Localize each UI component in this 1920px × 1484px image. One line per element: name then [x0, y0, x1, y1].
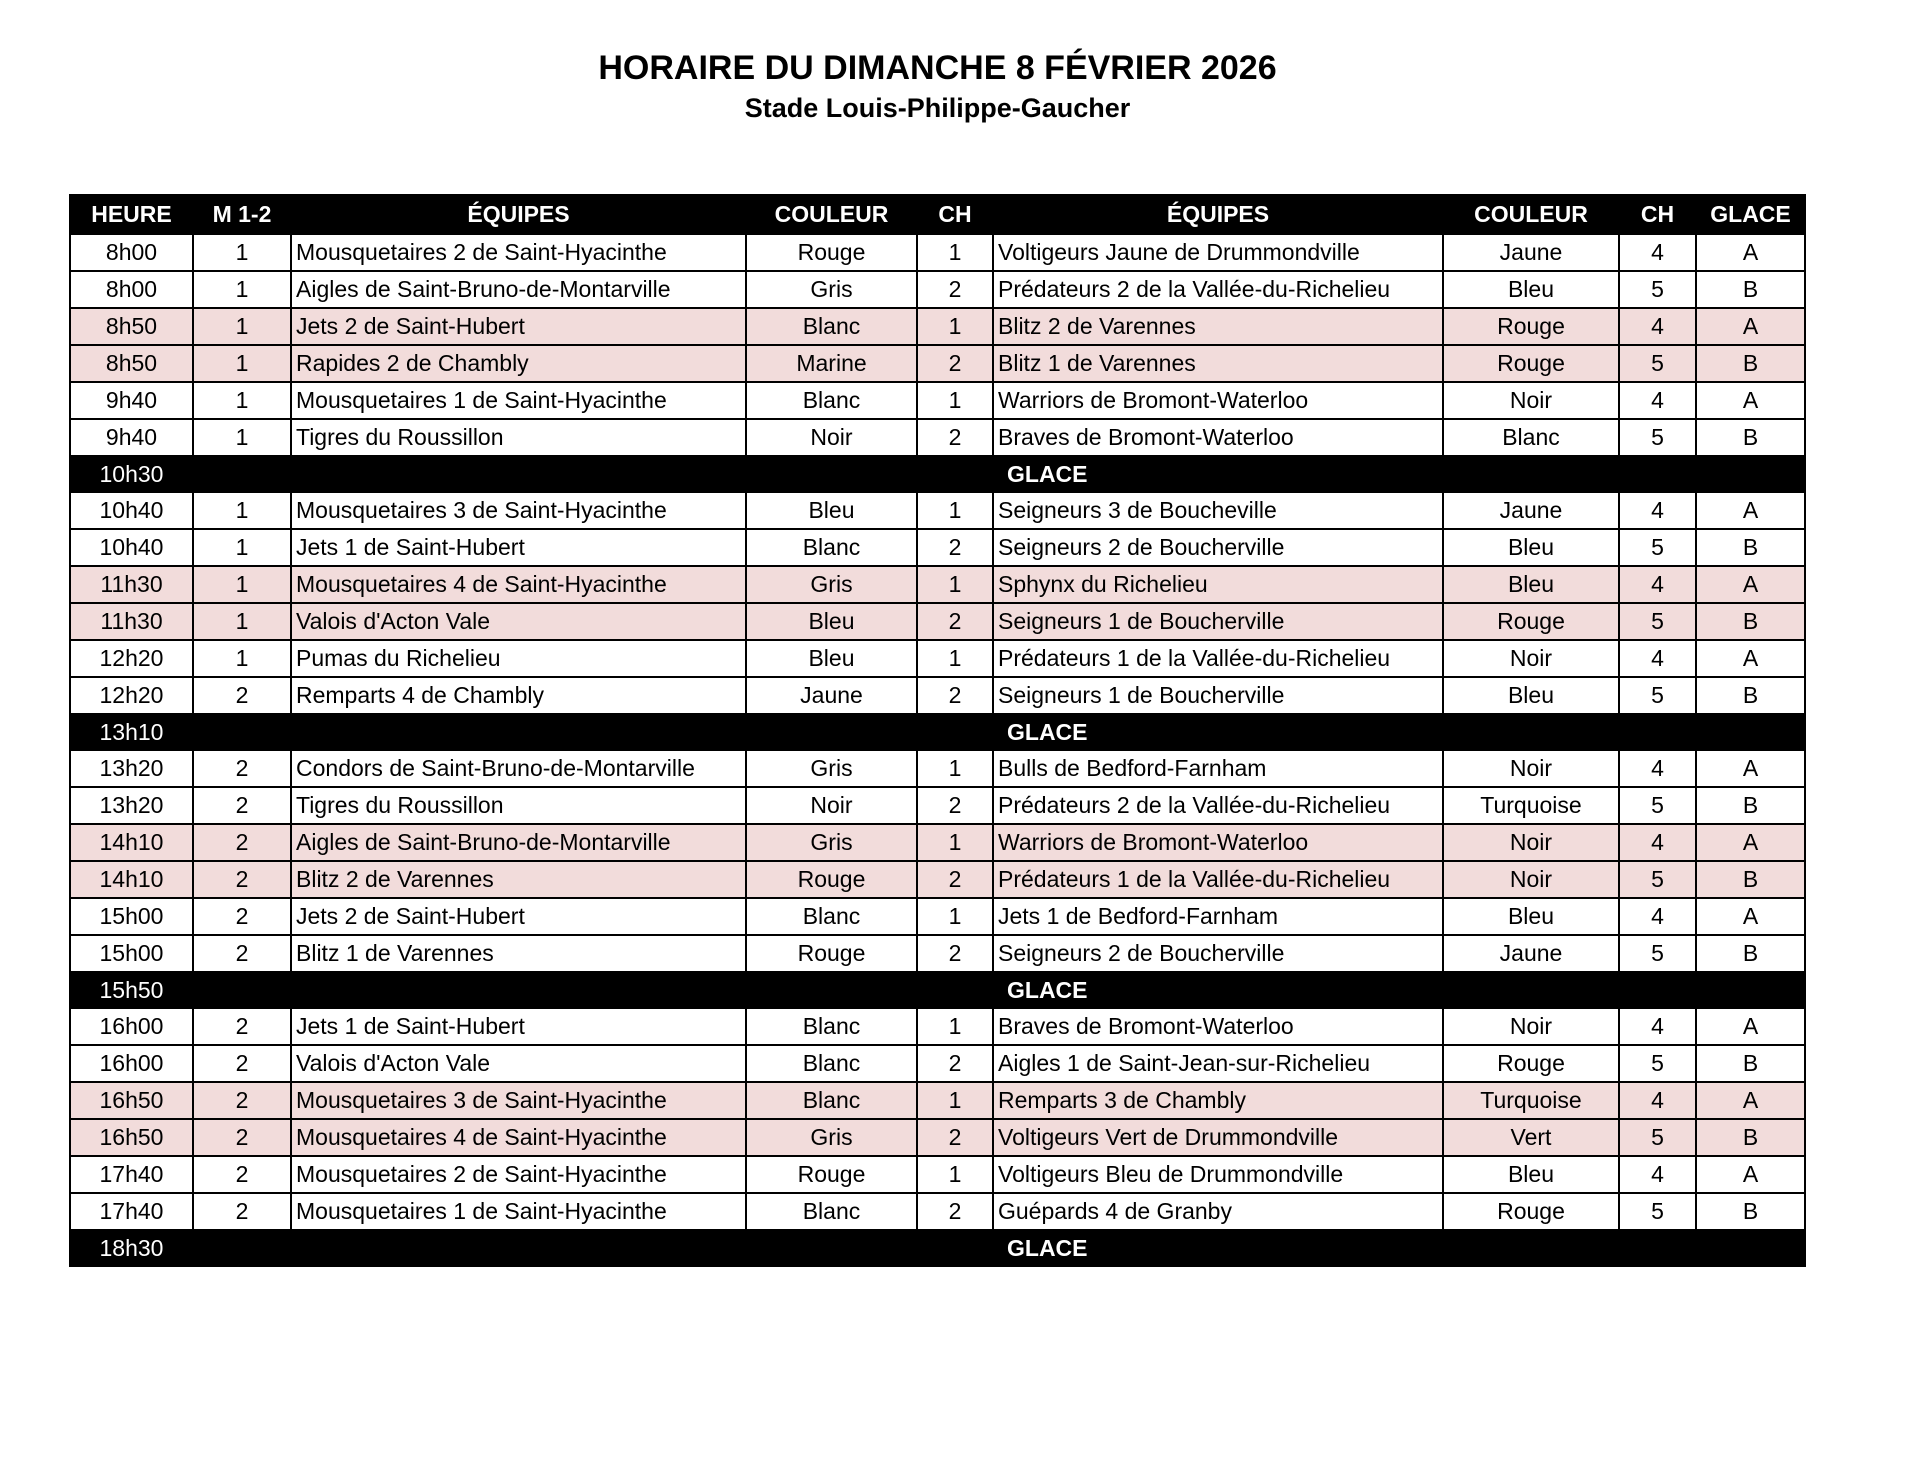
team-2-room: 5	[1619, 271, 1696, 308]
team-1-room: 1	[917, 566, 993, 603]
game-match: 2	[193, 677, 291, 714]
break-spacer	[193, 714, 993, 750]
glace-break-row	[70, 714, 1805, 750]
team-1: Jets 2 de Saint-Hubert	[291, 308, 746, 345]
team-2-color: Turquoise	[1443, 1082, 1619, 1119]
ice-rink: A	[1696, 492, 1805, 529]
game-match: 1	[193, 529, 291, 566]
team-1-color: Bleu	[746, 640, 917, 677]
ice-rink: A	[1696, 1156, 1805, 1193]
team-2: Voltigeurs Vert de Drummondville	[993, 1119, 1443, 1156]
game-time: 8h50	[70, 345, 193, 382]
team-1: Blitz 2 de Varennes	[291, 861, 746, 898]
game-row	[70, 419, 1805, 456]
team-1: Valois d'Acton Vale	[291, 603, 746, 640]
ice-rink: A	[1696, 898, 1805, 935]
ice-rink: B	[1696, 935, 1805, 972]
team-1-color: Blanc	[746, 308, 917, 345]
team-1-color: Marine	[746, 345, 917, 382]
game-row	[70, 935, 1805, 972]
team-1: Tigres du Roussillon	[291, 419, 746, 456]
team-2-color: Rouge	[1443, 1045, 1619, 1082]
team-1-room: 2	[917, 935, 993, 972]
game-time: 13h20	[70, 750, 193, 787]
team-2-color: Bleu	[1443, 1156, 1619, 1193]
game-time: 17h40	[70, 1156, 193, 1193]
column-header-couleur-1: COULEUR	[746, 195, 917, 234]
game-row	[70, 1119, 1805, 1156]
game-row	[70, 308, 1805, 345]
game-match: 1	[193, 345, 291, 382]
glace-break-row	[70, 972, 1805, 1008]
team-1-room: 2	[917, 419, 993, 456]
game-match: 1	[193, 640, 291, 677]
team-1-color: Rouge	[746, 861, 917, 898]
team-2-room: 4	[1619, 492, 1696, 529]
team-2-color: Rouge	[1443, 345, 1619, 382]
team-2: Guépards 4 de Granby	[993, 1193, 1443, 1230]
ice-rink: B	[1696, 529, 1805, 566]
team-2-color: Bleu	[1443, 271, 1619, 308]
team-1: Jets 1 de Saint-Hubert	[291, 529, 746, 566]
game-match: 2	[193, 935, 291, 972]
team-1-color: Blanc	[746, 1193, 917, 1230]
game-time: 14h10	[70, 824, 193, 861]
ice-rink: B	[1696, 1045, 1805, 1082]
team-2-color: Noir	[1443, 1008, 1619, 1045]
team-1: Remparts 4 de Chambly	[291, 677, 746, 714]
game-match: 1	[193, 382, 291, 419]
game-match: 2	[193, 1119, 291, 1156]
team-1-room: 2	[917, 1045, 993, 1082]
team-1: Blitz 1 de Varennes	[291, 935, 746, 972]
ice-rink: B	[1696, 1193, 1805, 1230]
game-time: 12h20	[70, 677, 193, 714]
team-2-room: 5	[1619, 677, 1696, 714]
game-row	[70, 898, 1805, 935]
team-2-color: Jaune	[1443, 234, 1619, 271]
team-1-room: 2	[917, 603, 993, 640]
glace-break-row	[70, 456, 1805, 492]
break-label: GLACE	[993, 714, 1805, 750]
game-row	[70, 345, 1805, 382]
team-2-room: 5	[1619, 935, 1696, 972]
team-1-room: 1	[917, 234, 993, 271]
ice-rink: B	[1696, 345, 1805, 382]
team-1: Mousquetaires 3 de Saint-Hyacinthe	[291, 492, 746, 529]
game-row	[70, 603, 1805, 640]
team-1-color: Rouge	[746, 234, 917, 271]
game-match: 1	[193, 566, 291, 603]
game-row	[70, 861, 1805, 898]
team-1: Mousquetaires 3 de Saint-Hyacinthe	[291, 1082, 746, 1119]
team-1: Rapides 2 de Chambly	[291, 345, 746, 382]
team-2-room: 4	[1619, 640, 1696, 677]
team-1-room: 2	[917, 787, 993, 824]
schedule-table	[69, 194, 1806, 1267]
team-1: Mousquetaires 4 de Saint-Hyacinthe	[291, 566, 746, 603]
team-2: Seigneurs 2 de Boucherville	[993, 529, 1443, 566]
game-time: 16h00	[70, 1008, 193, 1045]
team-2-room: 4	[1619, 1082, 1696, 1119]
team-2: Jets 1 de Bedford-Farnham	[993, 898, 1443, 935]
column-header-couleur-2: COULEUR	[1443, 195, 1619, 234]
game-match: 2	[193, 898, 291, 935]
team-2-color: Noir	[1443, 640, 1619, 677]
team-2-color: Jaune	[1443, 935, 1619, 972]
team-2: Warriors de Bromont-Waterloo	[993, 824, 1443, 861]
game-match: 2	[193, 1082, 291, 1119]
game-match: 2	[193, 824, 291, 861]
column-header-heure: HEURE	[70, 195, 193, 234]
game-row	[70, 382, 1805, 419]
team-2: Prédateurs 1 de la Vallée-du-Richelieu	[993, 640, 1443, 677]
team-1-room: 1	[917, 382, 993, 419]
team-2-room: 4	[1619, 1156, 1696, 1193]
team-2-room: 4	[1619, 234, 1696, 271]
team-2-room: 5	[1619, 603, 1696, 640]
page-subtitle: Stade Louis-Philippe-Gaucher	[744, 93, 1131, 123]
team-2: Prédateurs 1 de la Vallée-du-Richelieu	[993, 861, 1443, 898]
break-label: GLACE	[993, 456, 1805, 492]
game-row	[70, 492, 1805, 529]
glace-break-row	[70, 1230, 1805, 1266]
team-2-color: Bleu	[1443, 566, 1619, 603]
game-row	[70, 271, 1805, 308]
team-1-color: Gris	[746, 750, 917, 787]
game-row	[70, 824, 1805, 861]
team-2: Voltigeurs Bleu de Drummondville	[993, 1156, 1443, 1193]
team-2-room: 5	[1619, 861, 1696, 898]
team-1-color: Jaune	[746, 677, 917, 714]
game-row	[70, 1193, 1805, 1230]
team-1: Aigles de Saint-Bruno-de-Montarville	[291, 824, 746, 861]
team-1: Aigles de Saint-Bruno-de-Montarville	[291, 271, 746, 308]
game-match: 1	[193, 419, 291, 456]
game-time: 13h20	[70, 787, 193, 824]
team-2-room: 5	[1619, 529, 1696, 566]
team-2: Prédateurs 2 de la Vallée-du-Richelieu	[993, 271, 1443, 308]
team-1-room: 1	[917, 898, 993, 935]
team-1-color: Gris	[746, 271, 917, 308]
game-time: 17h40	[70, 1193, 193, 1230]
team-2-room: 5	[1619, 419, 1696, 456]
team-1-room: 1	[917, 1082, 993, 1119]
game-row	[70, 787, 1805, 824]
team-1: Valois d'Acton Vale	[291, 1045, 746, 1082]
game-match: 1	[193, 271, 291, 308]
game-row	[70, 750, 1805, 787]
team-1-room: 1	[917, 1008, 993, 1045]
team-2: Seigneurs 2 de Boucherville	[993, 935, 1443, 972]
game-row	[70, 566, 1805, 603]
team-1-room: 1	[917, 308, 993, 345]
team-2-color: Bleu	[1443, 677, 1619, 714]
team-1: Mousquetaires 4 de Saint-Hyacinthe	[291, 1119, 746, 1156]
game-time: 10h40	[70, 492, 193, 529]
column-header-match: M 1-2	[193, 195, 291, 234]
game-row	[70, 1008, 1805, 1045]
team-2: Blitz 2 de Varennes	[993, 308, 1443, 345]
team-2: Bulls de Bedford-Farnham	[993, 750, 1443, 787]
team-1-room: 2	[917, 677, 993, 714]
team-2: Remparts 3 de Chambly	[993, 1082, 1443, 1119]
ice-rink: B	[1696, 677, 1805, 714]
game-time: 16h00	[70, 1045, 193, 1082]
team-2: Voltigeurs Jaune de Drummondville	[993, 234, 1443, 271]
team-2: Seigneurs 1 de Boucherville	[993, 603, 1443, 640]
game-time: 9h40	[70, 382, 193, 419]
team-2: Seigneurs 3 de Boucheville	[993, 492, 1443, 529]
ice-rink: B	[1696, 271, 1805, 308]
ice-rink: A	[1696, 382, 1805, 419]
column-header-equipes-2: ÉQUIPES	[993, 195, 1443, 234]
ice-rink: B	[1696, 419, 1805, 456]
team-2-room: 4	[1619, 750, 1696, 787]
column-header-equipes-1: ÉQUIPES	[291, 195, 746, 234]
team-2-color: Blanc	[1443, 419, 1619, 456]
break-time: 10h30	[70, 456, 193, 492]
game-match: 1	[193, 492, 291, 529]
game-time: 11h30	[70, 603, 193, 640]
team-1-color: Gris	[746, 1119, 917, 1156]
team-2: Blitz 1 de Varennes	[993, 345, 1443, 382]
team-2-color: Turquoise	[1443, 787, 1619, 824]
game-row	[70, 234, 1805, 271]
break-time: 15h50	[70, 972, 193, 1008]
game-match: 2	[193, 787, 291, 824]
game-row	[70, 640, 1805, 677]
team-1-color: Blanc	[746, 1008, 917, 1045]
break-spacer	[193, 1230, 993, 1266]
team-1-room: 1	[917, 750, 993, 787]
team-1-color: Gris	[746, 566, 917, 603]
game-match: 2	[193, 750, 291, 787]
game-match: 2	[193, 1008, 291, 1045]
game-time: 11h30	[70, 566, 193, 603]
ice-rink: A	[1696, 308, 1805, 345]
game-time: 8h50	[70, 308, 193, 345]
team-1-color: Blanc	[746, 382, 917, 419]
team-1-color: Noir	[746, 419, 917, 456]
team-1-color: Rouge	[746, 1156, 917, 1193]
team-2-room: 5	[1619, 1119, 1696, 1156]
team-1: Mousquetaires 2 de Saint-Hyacinthe	[291, 234, 746, 271]
team-2-room: 4	[1619, 308, 1696, 345]
team-2: Seigneurs 1 de Boucherville	[993, 677, 1443, 714]
team-2-color: Rouge	[1443, 1193, 1619, 1230]
team-1-color: Rouge	[746, 935, 917, 972]
team-1-color: Blanc	[746, 529, 917, 566]
game-match: 1	[193, 603, 291, 640]
game-time: 12h20	[70, 640, 193, 677]
team-2: Braves de Bromont-Waterloo	[993, 419, 1443, 456]
game-row	[70, 529, 1805, 566]
game-row	[70, 677, 1805, 714]
column-header-ch-2: CH	[1619, 195, 1696, 234]
column-header-ch-1: CH	[917, 195, 993, 234]
team-1-room: 2	[917, 861, 993, 898]
team-1-room: 1	[917, 824, 993, 861]
team-2-color: Rouge	[1443, 603, 1619, 640]
break-label: GLACE	[993, 972, 1805, 1008]
game-time: 10h40	[70, 529, 193, 566]
team-1: Mousquetaires 1 de Saint-Hyacinthe	[291, 382, 746, 419]
game-time: 8h00	[70, 234, 193, 271]
team-2-room: 5	[1619, 345, 1696, 382]
game-time: 14h10	[70, 861, 193, 898]
team-2-color: Noir	[1443, 861, 1619, 898]
game-time: 8h00	[70, 271, 193, 308]
ice-rink: A	[1696, 234, 1805, 271]
ice-rink: A	[1696, 566, 1805, 603]
team-1-color: Blanc	[746, 1045, 917, 1082]
team-1-room: 2	[917, 271, 993, 308]
team-1: Mousquetaires 2 de Saint-Hyacinthe	[291, 1156, 746, 1193]
team-2: Sphynx du Richelieu	[993, 566, 1443, 603]
team-2: Prédateurs 2 de la Vallée-du-Richelieu	[993, 787, 1443, 824]
ice-rink: A	[1696, 824, 1805, 861]
game-match: 1	[193, 234, 291, 271]
team-2-color: Noir	[1443, 750, 1619, 787]
break-spacer	[193, 456, 993, 492]
game-time: 15h00	[70, 898, 193, 935]
game-match: 2	[193, 1156, 291, 1193]
ice-rink: B	[1696, 603, 1805, 640]
team-1-room: 1	[917, 492, 993, 529]
team-2-room: 4	[1619, 382, 1696, 419]
team-2-color: Bleu	[1443, 529, 1619, 566]
team-2-room: 4	[1619, 898, 1696, 935]
team-2-room: 5	[1619, 1193, 1696, 1230]
team-2-room: 5	[1619, 1045, 1696, 1082]
ice-rink: A	[1696, 1082, 1805, 1119]
ice-rink: B	[1696, 1119, 1805, 1156]
team-2-color: Noir	[1443, 382, 1619, 419]
team-1-room: 2	[917, 1193, 993, 1230]
game-match: 2	[193, 861, 291, 898]
team-2-color: Bleu	[1443, 898, 1619, 935]
page-title: HORAIRE DU DIMANCHE 8 FÉVRIER 2026	[598, 49, 1277, 87]
team-1-color: Noir	[746, 787, 917, 824]
game-match: 2	[193, 1045, 291, 1082]
break-time: 13h10	[70, 714, 193, 750]
team-2: Aigles 1 de Saint-Jean-sur-Richelieu	[993, 1045, 1443, 1082]
game-time: 16h50	[70, 1082, 193, 1119]
team-1-color: Blanc	[746, 1082, 917, 1119]
break-time: 18h30	[70, 1230, 193, 1266]
game-match: 1	[193, 308, 291, 345]
team-1-color: Bleu	[746, 603, 917, 640]
team-1: Condors de Saint-Bruno-de-Montarville	[291, 750, 746, 787]
team-2-room: 4	[1619, 824, 1696, 861]
team-1-color: Blanc	[746, 898, 917, 935]
team-1-color: Gris	[746, 824, 917, 861]
team-1: Jets 2 de Saint-Hubert	[291, 898, 746, 935]
team-1-room: 2	[917, 345, 993, 382]
ice-rink: B	[1696, 787, 1805, 824]
team-2-color: Rouge	[1443, 308, 1619, 345]
team-1: Tigres du Roussillon	[291, 787, 746, 824]
team-1-room: 1	[917, 640, 993, 677]
team-1-room: 2	[917, 1119, 993, 1156]
ice-rink: A	[1696, 640, 1805, 677]
table-header-row	[70, 195, 1805, 234]
break-spacer	[193, 972, 993, 1008]
game-time: 16h50	[70, 1119, 193, 1156]
team-1: Jets 1 de Saint-Hubert	[291, 1008, 746, 1045]
team-1-room: 2	[917, 529, 993, 566]
team-1: Mousquetaires 1 de Saint-Hyacinthe	[291, 1193, 746, 1230]
team-2-color: Vert	[1443, 1119, 1619, 1156]
team-1: Pumas du Richelieu	[291, 640, 746, 677]
game-match: 2	[193, 1193, 291, 1230]
team-2-room: 5	[1619, 787, 1696, 824]
game-row	[70, 1082, 1805, 1119]
ice-rink: A	[1696, 750, 1805, 787]
column-header-glace: GLACE	[1696, 195, 1805, 234]
schedule-body	[70, 234, 1805, 1266]
team-2-color: Jaune	[1443, 492, 1619, 529]
ice-rink: A	[1696, 1008, 1805, 1045]
ice-rink: B	[1696, 861, 1805, 898]
team-2: Braves de Bromont-Waterloo	[993, 1008, 1443, 1045]
team-2-room: 4	[1619, 1008, 1696, 1045]
game-row	[70, 1045, 1805, 1082]
team-1-color: Bleu	[746, 492, 917, 529]
game-time: 9h40	[70, 419, 193, 456]
team-2-room: 4	[1619, 566, 1696, 603]
break-label: GLACE	[993, 1230, 1805, 1266]
game-row	[70, 1156, 1805, 1193]
game-time: 15h00	[70, 935, 193, 972]
team-2-color: Noir	[1443, 824, 1619, 861]
team-2: Warriors de Bromont-Waterloo	[993, 382, 1443, 419]
team-1-room: 1	[917, 1156, 993, 1193]
